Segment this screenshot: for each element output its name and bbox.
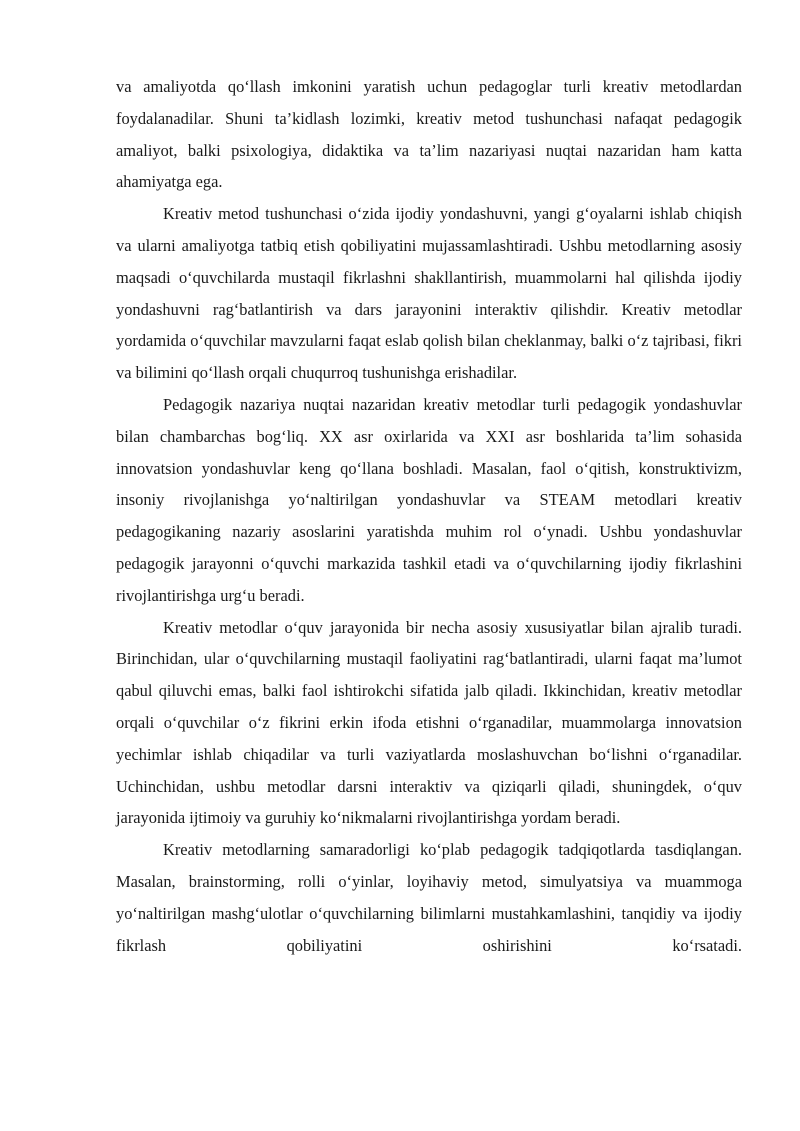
- paragraph-1: va amaliyotda qo‘llash imkonini yaratish uchun pedagoglar turli kreativ metodlardan foydalanadilar. Shuni ta’kidlash lozimki, kreativ metod tushunchasi nafaqat pedagogik amaliyot, balki psixologiya, didaktika va ta’lim nazariyasi nuqtai nazaridan ham katta ahamiyatga ega.: [116, 77, 742, 192]
- paragraph-2: Kreativ metod tushunchasi o‘zida ijodiy yondashuvni, yangi g‘oyalarni ishlab chiqish va ularni amaliyotga tatbiq etish qobiliyatini mujassamlashtiradi. Ushbu metodlarning asosiy maqsadi o‘quvchilarda mustaqil fikrlashni shakllantirish, muammolarni hal qilishda ijodiy yondashuvni rag‘batlantirish va dars jarayonini interaktiv qilishdir. Kreativ metodlar yordamida o‘quvchilar mavzularni faqat eslab qolish bilan cheklanmay, balki o‘z tajribasi, fikri va bilimini qo‘llash orqali chuqurroq tushunishga erishadilar.: [116, 204, 742, 383]
- paragraph-4: Kreativ metodlar o‘quv jarayonida bir necha asosiy xususiyatlar bilan ajralib turadi. Birinchidan, ular o‘quvchilarning mustaqil faoliyatini rag‘batlantiradi, ularni faqat ma’lumot qabul qiluvchi emas, balki faol ishtirokchi sifatida jalb qiladi. Ikkinchidan, kreativ metodlar orqali o‘quvchilar o‘z fikrini erkin ifoda etishni o‘rganadilar, muammolarga innovatsion yechimlar ishlab chiqadilar va turli vaziyatlarda moslashuvchan bo‘lishni o‘rganadilar. Uchinchidan, ushbu metodlar darsni interaktiv va qiziqarli qiladi, shuningdek, o‘quv jarayonida ijtimoiy va guruhiy ko‘nikmalarni rivojlantirishga yordam beradi.: [116, 617, 742, 828]
- paragraph-5: Kreativ metodlarning samaradorligi ko‘plab pedagogik tadqiqotlarda tasdiqlangan. Masalan, brainstorming, rolli o‘yinlar, loyihaviy metod, simulyatsiya va muammoga yo‘naltirilgan mashg‘ulotlar o‘quvchilarning bilimlarni mustahkamlashini, tanqidiy va ijodiy fikrlash qobiliyatini oshirishini ko‘rsatadi.: [116, 840, 742, 955]
- document-page: [116, 71, 742, 961]
- paragraph-3: Pedagogik nazariya nuqtai nazaridan kreativ metodlar turli pedagogik yondashuvlar bilan chambarchas bog‘liq. XX asr oxirlarida va XXI asr boshlarida ta’lim sohasida innovatsion yondashuvlar keng qo‘llana boshladi. Masalan, faol o‘qitish, konstruktivizm, insoniy rivojlanishga yo‘naltirilgan yondashuvlar va STEAM metodlari kreativ pedagogikaning nazariy asoslarini yaratishda muhim rol o‘ynadi. Ushbu yondashuvlar pedagogik jarayonni o‘quvchi markazida tashkil etadi va o‘quvchilarning ijodiy fikrlashini rivojlantirishga urg‘u beradi.: [116, 394, 742, 605]
